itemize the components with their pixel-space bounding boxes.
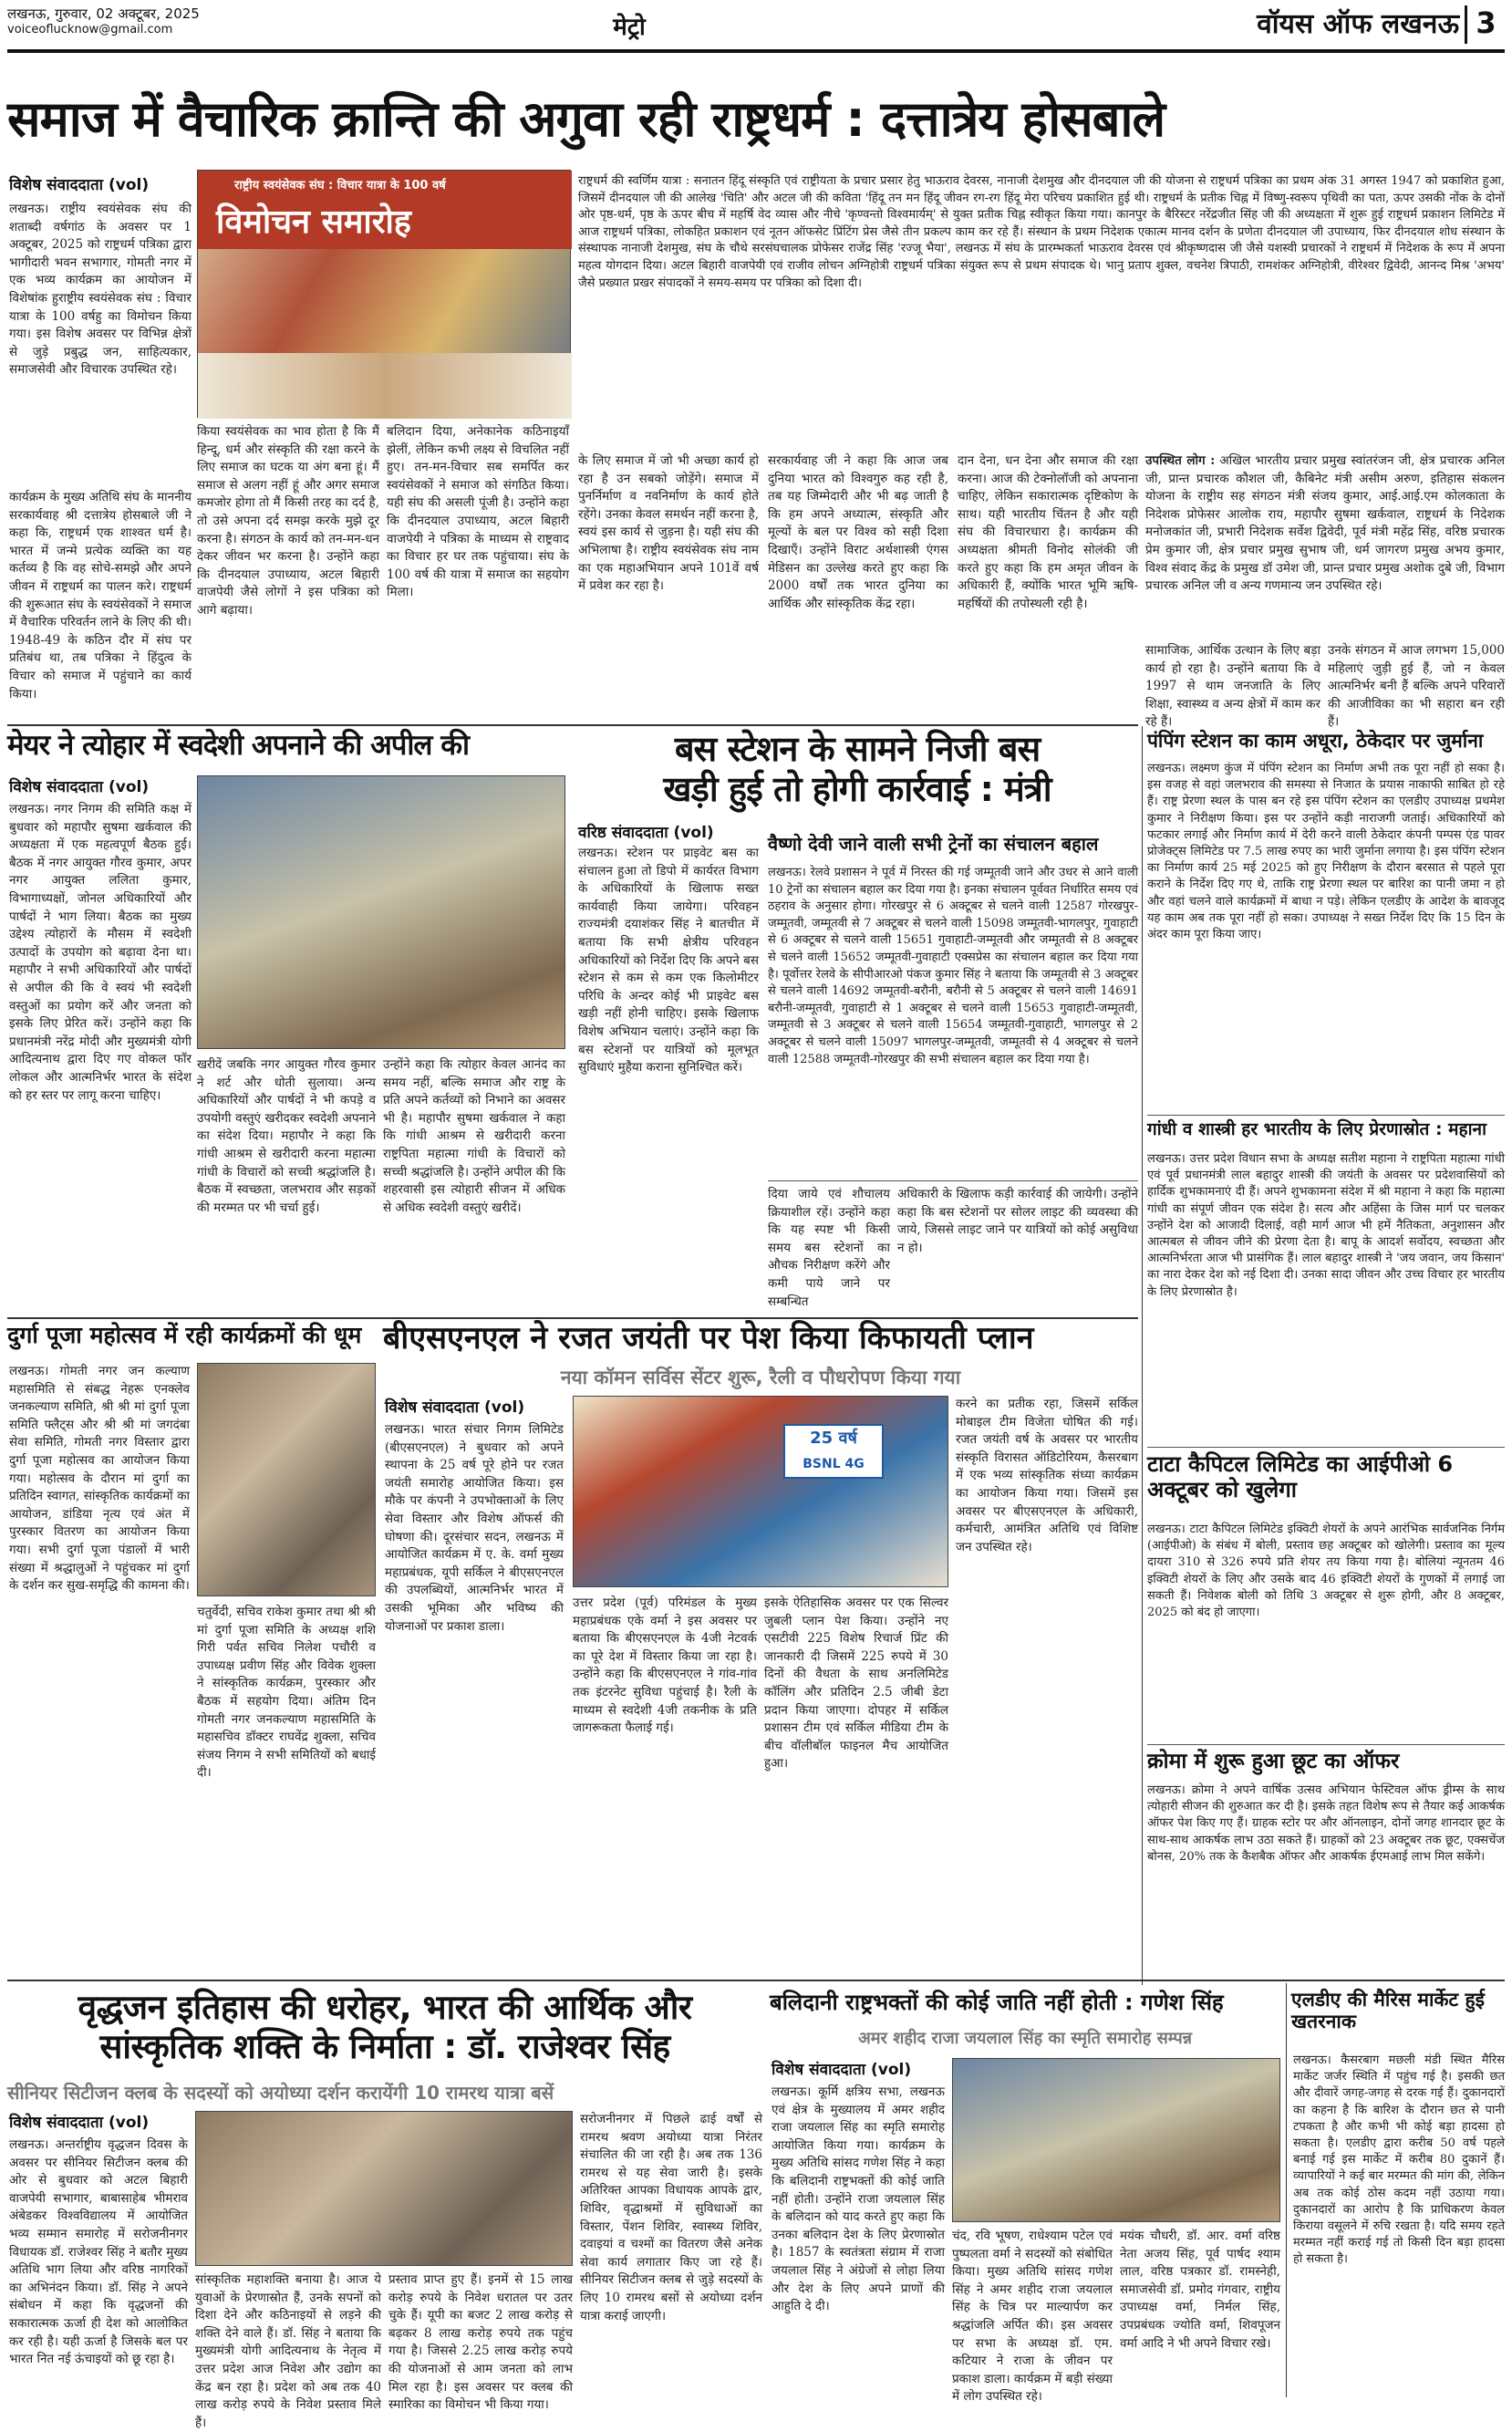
story3b-headline: वैष्णो देवी जाने वाली सभी ट्रेनों का संचालन बहाल [768,833,1099,855]
story2-col3: उन्होंने कहा कि त्योहार केवल आनंद का समय नहीं, बल्कि समाज और राष्ट्र के प्रति अपने कर्तव्यों को निभाने का अवसर भी है। महापौर सुषमा खर्कवाल ने कहा कि गांधी आश्रम से खरीदारी करना राष्ट्रपिता महात्मा गांधी के विचारों को सच्ची श्रद्धांजलि है। उन्होंने अपील की कि शहरवासी इस त्योहारी सीजन में अधिक से अधिक स्वदेशी वस्तुएं खरीदें। [383,1057,565,1215]
story6-headline: दुर्गा पूजा महोत्सव में रही कार्यक्रमों की धूम [7,1322,362,1348]
story7-col3: इसके ऐतिहासिक अवसर पर एक सिल्वर जुबली प्लान पेश किया। उन्होंने नए एसटीवी 225 विशेष रिचार्ज प्रिंट की जानकारी दी जिसमें 225 रुपये में 30 दिनों की वैधता के साथ अनलिमिटेड कॉलिंग और प्रतिदिन 2.5 जीबी डेटा प्रदान किया जाएगा। दोपहर में सर्किल प्रशासन टीम एवं सर्किल मीडिया टीम के बीच वॉलीबॉल फाइनल मैच आयोजित हुआ। [764,1595,948,1772]
story12-text: लखनऊ। कैसरबाग मछली मंडी स्थित मैरिस मार्केट जर्जर स्थिति में पहुंच गई है। इसकी छत और दीवारें जगह-जगह से दरक गई हैं। दुकानदारों का कहना है कि बारिश के दौरान छत से पानी टपकता है और कभी भी कोई बड़ा हादसा हो सकता है। एलडीए द्वारा करीब 50 वर्ष पहले बनाई गई इस मार्केट में करीब 80 दुकानें हैं। व्यापारियों ने कई बार मरम्मत की मांग की, लेकिन अब तक कोई ठोस कदम नहीं उठाया गया। दुकानदारों का आरोप है कि प्राधिकरण केवल किराया वसूलने में रुचि रखता है। यदि समय रहते मरम्मत नहीं कराई गई तो किसी दिन बड़ा हादसा हो सकता है। [1293,2053,1505,2267]
story11-subheadline: अमर शहीद राजा जयलाल सिंह का स्मृति समारोह सम्पन्न [857,2029,1193,2048]
story10-col1: लखनऊ। अन्तर्राष्ट्रीय वृद्धजन दिवस के अवसर पर सीनियर सिटीजन क्लब की ओर से बुधवार को अटल बिहारी वाजपेयी सभागार, बाबासाहेब भीमराव अंबेडकर विश्वविद्यालय में आयोजित भव्य सम्मान समारोह में सरोजनीनगर विधायक डॉ. राजेश्वर सिंह ने बतौर मुख्य अतिथि भाग लिया और वरिष्ठ नागरिकों का अभिनंदन किया। डॉ. सिंह ने अपने संबोधन में कहा कि वृद्धजनों की सकारात्मक ऊर्जा ही देश को आलोकित कर रही है। यही ऊर्जा है जिसके बल पर भारत नित नई ऊंचाइयों को छू रहा है। [9,2137,188,2367]
story3b-text: लखनऊ। रेलवे प्रशासन ने पूर्व में निरस्त की गई जम्मूतवी जाने और उधर से आने वाली 10 ट्रेनों का संचालन बहाल कर दिया गया है। इनका संचालन पूर्ववत निर्धारित समय एवं ठहराव के अनुसार होगा। गोरखपुर से 6 अक्टूबर से चलने वाली 12587 गोरखपुर-जम्मूतवी, जम्मूतवी से 7 अक्टूबर से चलने वाली 15098 जम्मूतवी-भागलपुर, गुवाहाटी से 6 अक्टूबर से चलने वाली 15651 गुवाहाटी-जम्मूतवी और जम्मूतवी से 8 अक्टूबर से चलने वाली 15652 जम्मूतवी-गुवाहाटी एक्सप्रेस का संचालन बहाल कर दिया गया है। पूर्वोत्तर रेलवे के सीपीआरओ पंकज कुमार सिंह ने बताया कि जम्मूतवी से 3 अक्टूबर से चलने वाली 14692 जम्मूतवी-बरौनी, बरौनी से 5 अक्टूबर से चलने वाली 14691 बरौनी-जम्मूतवी, गुवाहाटी से 1 अक्टूबर से चलने वाली 15653 गुवाहाटी-जम्मूतवी, जम्मूतवी से 3 अक्टूबर से चलने वाली 15654 जम्मूतवी-गुवाहाटी, भागलपुर से 2 अक्टूबर से चलने वाली 15097 भागलपुर-जम्मूतवी, जम्मूतवी से 4 अक्टूबर से चलने वाली 12588 जम्मूतवी-गोरखपुर की सभी संचालन बहाल कर दिया गया है। [768,866,1138,1066]
story11-col1: लखनऊ। कूर्मि क्षत्रिय सभा, लखनऊ एवं क्षेत्र के मुख्यालय में अमर शहीद राजा जयलाल सिंह का स्मृति समारोह आयोजित किया गया। कार्यक्रम के मुख्य अतिथि सांसद गणेश सिंह ने कहा कि बलिदानी राष्ट्रभक्तों की कोई जाति नहीं होती। उन्होंने राजा जयलाल सिंह के बलिदान को याद करते हुए कहा कि उनका बलिदान देश के लिए प्रेरणास्रोत है। 1857 के स्वतंत्रता संग्राम में राजा जयलाल सिंह ने अंग्रेजों से लोहा लिया और देश के लिए अपने प्राणों की आहुति दे दी। [772,2084,945,2314]
story7-photo-sign [783,1424,884,1479]
paper-name: वॉयस ऑफ लखनऊ [1257,8,1459,40]
lead-col5: सरकार्यवाह जी ने कहा कि आज जब दुनिया भारत को विश्वगुरु कह रही है, तब यह जिम्मेदारी और भी बढ़ जाती है कि हम अपने अध्यात्म, संस्कृति और मूल्यों के बल पर विश्व को सही दिशा दिखाएँ। उन्होंने विराट अर्थशास्त्री एंगस मेडिसन का उल्लेख करते हुए कहा कि 2000 वर्षों तक भारत दुनिया का आर्थिक और सांस्कृतिक केंद्र रहा। [768,453,948,611]
lead-photo-people [198,353,572,419]
story3-col3: अधिकारी के खिलाफ कड़ी कार्रवाई की जायेगी। उन्होंने कहा कि बस स्टेशनों पर सोलर लाइट की व्यवस्था की जाये, जिससे लाइट जाने पर यात्रियों को कोई असुविधा न हो। [897,1187,1138,1255]
lead-attendees-text: अखिल भारतीय प्रचार प्रमुख स्वांतरंजन जी, क्षेत्र प्रचारक अनिल जी, प्रान्त प्रचारक कौशल जी, कैबिनेट मंत्री असीम अरुण, इतिहास संकलन योजना के राष्ट्रीय सह संगठन मंत्री संजय कुमार, आई.आई.एम कोलकाता के निदेशक प्रोफेसर आलोक राय, महापौर सुषमा खर्कवाल, राष्ट्रधर्म के निदेशक मनोजकांत जी, प्रभारी निदेशक सर्वेश द्विवेदी, पूर्व मंत्री महेंद्र सिंह, वरिष्ठ प्रचारक प्रेम कुमार जी, क्षेत्र प्रचार प्रमुख सुभाष जी, धर्म जागरण प्रमुख अभय कुमार, विश्व संवाद केंद्र के प्रमुख डॉ उमेश जी, प्रान्त प्रचार प्रमुख अशोक दुबे जी, विभाग प्रचारक अनिल जी व अन्य गणमान्य जन उपस्थित रहे। [1145,453,1506,594]
story7-photo-sign-line1: 25 वर्ष [810,1429,857,1448]
story11-photo [952,2058,1280,2222]
lead-tail-c1: सामाजिक, आर्थिक उत्थान के लिए बड़ा कार्य हो रहा है। उन्होंने बताया कि वे 1997 से थाम जनजाति के लिए शिक्षा, स्वास्थ्य व अन्य क्षेत्रों में काम कर रहे हैं। [1145,643,1320,730]
story2-byline: विशेष संवाददाता (vol) [9,778,150,796]
story10-col4: सरोजनीनगर में पिछले ढाई वर्षों से रामरथ श्रवण अयोध्या यात्रा निरंतर संचालित की जा रही है। अब तक 136 रामरथ से यह सेवा जारी है। इसके अतिरिक्त आपका विधायक आपके द्वार, शिविर, वृद्धाश्रमों में सुविधाओं का विस्तार, पेंशन शिविर, स्वास्थ्य शिविर, दवाइयां व चश्मों का वितरण जैसे अनेक सेवा कार्य लगातार किए जा रहे हैं। सीनियर सिटीजन क्लब से जुड़े सदस्यों के लिए 10 रामरथ बसों से अयोध्या दर्शन यात्रा कराई जाएगी। [580,2112,762,2323]
story10-headline-line2: सांस्कृतिक शक्ति के निर्माता : डॉ. राजेश्वर सिंह [99,2026,670,2066]
story3b-rule [768,1180,1138,1181]
story7-photo-sign-line2: BSNL 4G [803,1457,865,1471]
story12-divider [1286,1983,1287,2397]
story10-headline [7,1989,762,2076]
story2-photo [197,775,565,1049]
lead-attendees [1145,452,1505,635]
story8-headline: टाटा कैपिटल लिमिटेड का आईपीओ 6 अक्टूबर को खुलेगा [1147,1451,1454,1502]
story11-col2: चंद, रवि भूषण, राधेश्याम पटेल एवं पुष्पलता वर्मा ने सदस्यों को संबोधित किया। मुख्य अतिथि सांसद गणेश सिंह ने अमर शहीद राजा जयलाल सिंह के चित्र पर माल्यार्पण कर श्रद्धांजलि अर्पित की। इस अवसर पर सभा के अध्यक्ष डॉ. एम. कटियार ने राजा के जीवन पर प्रकाश डाला। कार्यक्रम में बड़ी संख्या में लोग उपस्थित रहे। [952,2229,1113,2405]
story9-rule [1147,1744,1505,1745]
story7-headline: बीएसएनएल ने रजत जयंती पर पेश किया किफायती प्लान [383,1320,1034,1356]
lead-col2: किया स्वयंसेवक का भाव होता है कि मैं हिन्दू, धर्म और संस्कृति की रक्षा करने के लिए समाज का घटक या अंग बना हूं। मैं समाज से अलग नहीं हूं और अगर समाज कमजोर होगा तो मैं किसी तरह का दर्द है, तो उसे अपना दर्द समझ करके मुझे दूर करना है। संगठन के कार्य को तन-मन-धन देकर जीवन भर करना है। उन्होंने कहा कि दीनदयाल उपाध्याय, अटल बिहारी वाजपेयी जैसे लोगों ने इस पत्रिका को आगे बढ़ाया। [197,424,379,618]
story3-col1: लखनऊ। स्टेशन पर प्राइवेट बस का संचालन हुआ तो डिपो में कार्यरत विभाग के अधिकारियों के खिलाफ सख्त कार्यवाही किया जायेगा। परिवहन राज्यमंत्री दयाशंकर सिंह ने बातचीत में बताया कि सभी क्षेत्रीय परिवहन अधिकारियों को निर्देश दिए कि अपने बस स्टेशन से कम से कम एक किलोमीटर परिधि के अन्दर कोई भी प्राइवेट बस खड़ी नहीं होनी चाहिए। इसके खिलाफ विशेष अभियान चलाएं। उन्होंने कहा कि बस स्टेशनों पर यात्रियों को मूलभूत सुविधाएं मुहैया कराना सुनिश्चित करें। [578,846,759,1076]
story10-photo [195,2111,573,2266]
divider-mid [7,1317,1138,1319]
story7-byline: विशेष संवाददाता (vol) [385,1398,525,1417]
story5-headline: गांधी व शास्त्री हर भारतीय के लिए प्रेरणास्रोत : महाना [1147,1119,1487,1139]
lead-photo-banner-title: विमोचन समारोह [216,203,411,241]
story9-headline: क्रोमा में शुरू हुआ छूट का ऑफर [1147,1750,1400,1773]
masthead-date-text: लखनऊ, गुरुवार, 02 अक्टूबर, 2025 [7,5,200,22]
lead-photo-banner [198,171,572,249]
story2-col1: लखनऊ। नगर निगम की समिति कक्ष में बुधवार को महापौर सुषमा खर्कवाल की अध्यक्षता में एक महत्वपूर्ण बैठक हुई। बैठक में नगर आयुक्त गौरव कुमार, अपर नगर आयुक्त ललिता कुमार, विभागाध्यक्षों, जोनल अधिकारियों और पार्षदों ने भाग लिया। बैठक का मुख्य उद्देश्य त्योहारों के मौसम में स्वदेशी उत्पादों के उपयोग को बढ़ावा देना था। महापौर ने सभी अधिकारियों और पार्षदों से अपील की कि वे स्वयं भी स्वदेशी वस्तुओं का प्रयोग करें और जनता को इसके लिए प्रेरित करें। उन्होंने कहा कि प्रधानमंत्री नरेंद्र मोदी और मुख्यमंत्री योगी आदित्यनाथ द्वारा दिए गए वोकल फॉर लोकल और आत्मनिर्भर भारत के संदेश को हर स्तर पर लागू करना चाहिए। [9,802,192,1103]
story7-col4: करने का प्रतीक रहा, जिसमें सर्किल मोबाइल टीम विजेता घोषित की गई। रजत जयंती वर्ष के अवसर पर भारतीय संस्कृति विरासत ऑडिटोरियम, कैसरबाग में एक भव्य सांस्कृतिक संध्या कार्यक्रम का आयोजन किया गया। जिसमें इस अवसर पर बीएसएनएल के अधिकारी, कर्मचारी, आमंत्रित अतिथि एवं विशिष्ट जन उपस्थित रहे। [956,1397,1138,1554]
story7-col2: उत्तर प्रदेश (पूर्व) परिमंडल के मुख्य महाप्रबंधक एके वर्मा ने इस अवसर पर बताया कि बीएसएनएल के 4जी नेटवर्क का पूरे देश में विस्तार किया जा रहा है। उन्होंने कहा कि बीएसएनएल ने गांव-गांव तक इंटरनेट सुविधा पहुंचाई है। रैली के माध्यम से स्वदेशी 4जी तकनीक के प्रति जागरूकता फैलाई गई। [573,1595,757,1736]
lead-intro: लखनऊ। राष्ट्रीय स्वयंसेवक संघ की शताब्दी वर्षगांठ के अवसर पर 1 अक्टूबर, 2025 को राष्ट्रधर्म पत्रिका द्वारा भागीदारी भवन सभागार, गोमती नगर में एक भव्य कार्यक्रम का आयोजन में विशेषांक हुराष्ट्रीय स्वयंसेवक संघ : विचार यात्रा के 100 वर्षहु का विमोचन किया गया। इस विशेष अवसर पर विभिन्न क्षेत्रों से जुड़े प्रबुद्ध जन, साहित्यकार, समाजसेवी और विचारक उपस्थित रहे। [9,202,192,378]
lead-headline: समाज में वैचारिक क्रान्ति की अगुवा रही राष्ट्रधर्म : दत्तात्रेय होसबाले [7,90,1165,148]
story7-col1: लखनऊ। भारत संचार निगम लिमिटेड (बीएसएनएल) ने बुधवार को अपने स्थापना के 25 वर्ष पूरे होने पर रजत जयंती समारोह आयोजित किया। इस मौके पर कंपनी ने उपभोक्ताओं के लिए सेवा विस्तार और विशेष ऑफर्स की घोषणा की। दूरसंचार सदन, लखनऊ में आयोजित कार्यक्रम में ए. के. वर्मा मुख्य महाप्रबंधक, यूपी सर्किल ने बीएसएनएल की उपलब्धियों, आत्मनिर्भर भारत में उसकी भूमिका और भविष्य की योजनाओं पर प्रकाश डाला। [385,1422,564,1634]
right-column-divider [1142,726,1143,1985]
story10-subheadline: सीनियर सिटीजन क्लब के सदस्यों को अयोध्या दर्शन करायेंगी 10 रामरथ यात्रा बसें [7,2082,554,2104]
divider-lower [7,1980,1505,1981]
section-label: मेट्रो [613,14,646,41]
lead-photo [197,170,571,418]
page-number: 3 [1465,5,1505,44]
story5-text: लखनऊ। उत्तर प्रदेश विधान सभा के अध्यक्ष सतीश महाना ने राष्ट्रपिता महात्मा गांधी एवं पूर्व प्रधानमंत्री लाल बहादुर शास्त्री की जयंती के अवसर पर प्रदेशवासियों को हार्दिक शुभकामनाएं दी हैं। अपने शुभकामना संदेश में श्री महाना ने कहा कि महात्मा गांधी का संपूर्ण जीवन एक संदेश है। सत्य और अहिंसा के जिस मार्ग पर चलकर उन्होंने देश को आजादी दिलाई, वही मार्ग आज भी हमें नैतिकता, अनुशासन और आत्मबल से जीवन जीने की प्रेरणा देता है। बापू के आदर्श सर्वोदय, स्वच्छता और आत्मनिर्भरता आज भी प्रासंगिक हैं। लाल बहादुर शास्त्री ने 'जय जवान, जय किसान' का नारा देकर देश को नई दिशा दी। उनका सादा जीवन और उच्च विचार हर भारतीय के लिए प्रेरणास्रोत है। [1147,1152,1505,1299]
masthead-rule [7,49,1505,53]
divider-lead [7,724,1138,726]
story8-rule [1147,1447,1505,1448]
story6-photo [197,1363,376,1596]
story11-headline: बलिदानी राष्ट्रभक्तों की कोई जाति नहीं होती : गणेश सिंह [770,1990,1224,2015]
story8-text: लखनऊ। टाटा कैपिटल लिमिटेड इक्विटी शेयरों के अपने आरंभिक सार्वजनिक निर्गम (आईपीओ) के संबंध में बोली, प्रस्ताव छह अक्टूबर को खोलेगी। प्रस्ताव का मूल्य दायरा 310 से 326 रुपये प्रति शेयर तय किया गया है। बोलियां न्यूनतम 46 इक्विटी शेयरों के लिए और उसके बाद 46 इक्विटी शेयरों के गुणकों में लगाई जा सकती हैं। निवेशक बोली को तिथि 3 अक्टूबर से शुरू होगी, और 8 अक्टूबर, 2025 को बंद हो जाएगा। [1147,1523,1505,1620]
story3-byline: वरिष्ठ संवाददाता (vol) [578,824,714,842]
story7-subheadline: नया कॉमन सर्विस सेंटर शुरू, रैली व पौधरोपण किया गया [560,1367,961,1388]
story12-headline: एलडीए की मैरिस मार्केट हुई खतरनाक [1291,1989,1485,2033]
story6-col2: चतुर्वेदी, सचिव राकेश कुमार तथा श्री श्री मां दुर्गा पूजा समिति के अध्यक्ष शशि गिरी पर्वत सचिव निलेश पचौरी व उपाध्यक्ष प्रवीण सिंह और विवेक शुक्ला ने सांस्कृतिक कार्यक्रम, पुरस्कार और बैठक में सहयोग दिया। अंतिम दिन गोमती नगर जनकल्याण महासमिति के महासचिव डॉक्टर राघवेंद्र शुक्ला, सचिव संजय निगम ने सभी समितियों को बधाई दी। [197,1605,376,1781]
story6-text: लखनऊ। गोमती नगर जन कल्याण महासमिति से संबद्ध नेहरू एनक्लेव जनकल्याण समिति, श्री श्री मां दुर्गा पूजा समिति फ्लैट्स और श्री श्री मां जगदंबा सेवा समिति, गोमती नगर विस्तार द्वारा दुर्गा पूजा महोत्सव का आयोजन किया गया। महोत्सव के दौरान मां दुर्गा का प्रतिदिन स्वागत, सांस्कृतिक कार्यक्रमों का आयोजन, डांडिया नृत्य एवं अंत में पुरस्कार वितरण का आयोजन किया गया। सभी दुर्गा पूजा पंडालों में भारी संख्या में श्रद्धालुओं ने पहुंचकर मां दुर्गा के दर्शन कर सुख-समृद्धि की कामना की। [9,1364,190,1594]
lead-col4: के लिए समाज में जो भी अच्छा कार्य हो रहा है उन सबको जोड़ेंगे। समाज में पुनर्निर्माण व नवनिर्माण के कार्य होते रहेंगे। उनका केवल समर्थन नहीं करना है, स्वयं इस कार्य से जुड़ना है। यही संघ की अभिलाषा है। राष्ट्रीय स्वयंसेवक संघ नाम का एक महाअभियान अपने 101वें वर्ष में प्रवेश कर रहा है। [578,453,759,594]
lead-tail-c2: उनके संगठन में आज लगभग 15,000 महिलाएं जुड़ी हुई हैं, जो न केवल आत्मनिर्भर बनी हैं बल्कि अपने परिवारों की आजीविका का भी सहारा बन रही हैं। [1328,643,1505,730]
masthead-email: voiceoflucknow@gmail.com [7,23,173,36]
story10-headline-line1: वृद्धजन इतिहास की धरोहर, भारत की आर्थिक और [78,1988,692,2027]
story4-headline: पंपिंग स्टेशन का काम अधूरा, ठेकेदार पर जुर्माना [1147,730,1484,752]
story3-headline-line2: खड़ी हुई तो होगी कार्रवाई : मंत्री [663,768,1051,809]
story10-col2: सांस्कृतिक महाशक्ति बनाया है। आज ये युवाओं के प्रेरणास्रोत हैं, उनके सपनों को दिशा देने और कठिनाइयों से लड़ने की शक्ति देने वाले हैं। डॉ. सिंह ने बताया कि मुख्यमंत्री योगी आदित्यनाथ के नेतृत्व में उत्तर प्रदेश आज निवेश और उद्योग का केंद्र बन रहा है। प्रदेश को अब तक 40 लाख करोड़ रुपये के निवेश प्रस्ताव मिले हैं। [195,2272,381,2430]
lead-photo-banner-line1: राष्ट्रीय स्वयंसेवक संघ : विचार यात्रा के 100 वर्ष [234,179,446,192]
story11-col3: मयंक चौधरी, डॉ. आर. वर्मा वरिष्ठ नेता अजय सिंह, पूर्व पार्षद श्याम लाल, वरिष्ठ पत्रकार डॉ. रामस्नेही, समाजसेवी डॉ. प्रमोद गंगवार, राष्ट्रीय उपाध्यक्ष वर्मा, निर्मल सिंह, उपप्रबंधक ज्योति वर्मा, शिवपूजन वर्मा आदि ने भी अपने विचार रखे। [1120,2229,1280,2351]
story5-rule [1147,1115,1505,1116]
lead-byline: विशेष संवाददाता (vol) [9,176,150,194]
story10-byline: विशेष संवाददाता (vol) [9,2114,150,2132]
story3-headline-line1: बस स्टेशन के सामने निजी बस [674,729,1041,769]
masthead-date [7,5,308,46]
story3-headline [575,730,1140,817]
story2-headline: मेयर ने त्योहार में स्वदेशी अपनाने की अपील की [7,729,470,762]
lead-right-text: राष्ट्रधर्म की स्वर्णिम यात्रा : सनातन हिंदू संस्कृति एवं राष्ट्रीयता के प्रचार प्रसार हेतु भाऊराव देवरस, नानाजी देशमुख और दीनदयाल जी की योजना से राष्ट्रधर्म पत्रिका का प्रथम अंक 31 अगस्त 1947 को प्रकाशित हुआ, जिसमें दीनदयाल जी की आलेख 'चिति' और अटल जी की कविता 'हिंदू तन मन हिंदू जीवन रग-रग हिंदू मेरा परिचय प्रकाशित हुई थी। राष्ट्रधर्म के प्रतीक चिह्न में विष्णु-स्वरूप पृथिवी का पता, ऊपर उसकी नोंक के दोनों ओर पृष्ठ-धर्म, पृष्ठ के ऊपर बीच में महर्षि वेद व्यास और नीचे 'कृण्वन्तो विश्वमार्यम्' से युक्त प्रतीक चिह्न स्वीकृत किया गया। कानपुर के बैरिस्टर नरेंद्रजीत सिंह जी की अध्यक्षता में शुरू हुई राष्ट्रधर्म प्रकाशन लिमिटेड में आज राष्ट्रधर्म पत्रिका, लोकहित प्रकाशन एवं नूतन ऑफसेट प्रिंटिंग प्रेस जैसे तीन प्रकल्प काम कर रहे हैं। संस्थान के प्रथम निदेशक एकात्म मानव दर्शन के प्रणेता दीनदयाल जी उपाध्याय, फिर दीनदयाल शोध संस्थान के संस्थापक नानाजी देशमुख, संघ के चौथे सरसंघचालक प्रोफेसर राजेंद्र सिंह 'रज्जू भैया', लखनऊ में संघ के प्रारम्भकर्ता भाऊराव देवरस एवं श्रीकृष्णदास जी जैसे यशस्वी प्रचारकों ने राष्ट्रधर्म में निदेशक के रूप में अपना महत्व योगदान दिया। अटल बिहारी वाजपेयी एवं राजीव लोचन अग्निहोत्री राष्ट्रधर्म पत्रिका संयुक्त रूप से प्रथम संपादक थे। भानु प्रताप शुक्ल, वचनेश त्रिपाठी, रामशंकर अग्निहोत्री, वीरेश्वर द्विवेदी, आनन्द मिश्र 'अभय' जैसे प्रख्यात प्रखर संपादकों ने समय-समय पर पत्रिका को दिशा दी। [578,174,1506,290]
lead-col3: बलिदान दिया, अनेकानेक कठिनाइयाँ झेलीं, लेकिन कभी लक्ष्य से विचलित नहीं हुए। तन-मन-विचार सब समर्पित कर स्वयंसेवकों ने समाज को संगठित किया। यही संघ की असली पूंजी है। उन्होंने कहा कि दीनदयाल उपाध्याय, अटल बिहारी वाजपेयी ने पत्रिका के माध्यम से राष्ट्रवाद का विचार हर घर तक पहुंचाया। संघ के 100 वर्ष की यात्रा में समाज का सहयोग मिला। [387,424,569,600]
story3-col2: दिया जाये एवं शौचालय क्रियाशील रहें। उन्होंने कहा कि यह स्पष्ट भी किसी समय बस स्टेशनों का औचक निरीक्षण करेंगे और कमी पाये जाने पर सम्बन्धित [768,1187,890,1309]
story11-byline: विशेष संवाददाता (vol) [772,2061,912,2079]
lead-attendees-label: उपस्थित लोग : [1145,453,1216,468]
story10-col3: प्रस्ताव प्राप्त हुए हैं। इनमें से 15 लाख करोड़ रुपये के निवेश धरातल पर उतर चुके हैं। यूपी का बजट 2 लाख करोड़ से बढ़कर 8 लाख करोड़ रुपये तक पहुंच गया है। जिससे 2.25 लाख करोड़ रुपये की योजनाओं से आम जनता को लाभ मिल रहा है। इस अवसर पर क्लब की स्मारिका का विमोचन भी किया गया। [388,2272,573,2413]
story7-photo [573,1396,948,1587]
story4-text: लखनऊ। लक्ष्मण कुंज में पंपिंग स्टेशन का निर्माण अभी तक पूरा नहीं हो सका है। इस वजह से वहां जलभराव की समस्या से निजात के प्रयास नाकाफी साबित हो रहे हैं। राष्ट्र प्रेरणा स्थल के पास बन रहे इस पंपिंग स्टेशन का एलडीए उपाध्यक्ष प्रथमेश कुमार ने निरीक्षण किया। इस पर उन्होंने कड़ी नाराजगी जताई। अधिकारियों को फटकार लगाई और निर्माण कार्य में देरी करने वाली ठेकेदार कंपनी पम्पस एंड पावर प्रोजेक्ट्स लिमिटेड पर 7.5 लाख रुपए का भारी जुर्माना लगाया है। इस पंपिंग स्टेशन का निर्माण कार्य 25 मई 2025 को हुए निरीक्षण के दौरान बरसात से पहले पूरा कराने के निर्देश दिए गए थे, ताकि राष्ट्र प्रेरणा स्थल पर बारिश का पानी जमा न हो और वहां चलने वाले कार्यक्रमों में बाधा न पड़े। लेकिन एलडीए के आदेश के बावजूद यह काम अब तक पूरा नहीं हो सका। उपाध्यक्ष ने सख्त निर्देश दिए कि 15 दिन के अंदर काम पूरा किया जाए। [1147,762,1505,942]
lead-col1b: कार्यक्रम के मुख्य अतिथि संघ के माननीय सरकार्यवाह श्री दत्तात्रेय होसबाले जी ने कहा कि, राष्ट्रधर्म एक शाश्वत धर्म है। भारत में जन्मे प्रत्येक व्यक्ति का यह कर्तव्य है कि वह सोचे-समझे और अपने जीवन में राष्ट्रधर्म का पालन करे। राष्ट्रधर्म की शुरूआत संघ के स्वयंसेवकों ने समाज में वैचारिक परिवर्तन लाने के लिए की थी। 1948-49 के कठिन दौर में संघ पर प्रतिबंध था, तब पत्रिका ने हिंदुत्व के विचार को समाज में पहुंचाने का कार्य किया। [9,490,192,702]
story2-col2: खरीदें जबकि नगर आयुक्त गौरव कुमार ने शर्ट और धोती सुलाया। अन्य अधिकारियों और पार्षदों ने भी कपड़े व उपयोगी वस्तुएं खरीदकर स्वदेशी अपनाने का संदेश दिया। महापौर ने कहा कि गांधी आश्रम से खरीदारी करना महात्मा गांधी के विचारों को सच्ची श्रद्धांजलि है। बैठक में स्वच्छता, जलभराव और सड़कों की मरम्मत पर भी चर्चा हुई। [197,1057,376,1215]
story9-text: लखनऊ। क्रोमा ने अपने वार्षिक उत्सव अभियान फेस्टिवल ऑफ ड्रीम्स के साथ त्योहारी सीजन की शुरुआत कर दी है। इसके तहत विशेष रूप से तैयार कई आकर्षक ऑफर पेश किए गए हैं। ग्राहक स्टोर पर और ऑनलाइन, दोनों जगह शानदार छूट के साथ-साथ आकर्षक लाभ उठा सकते हैं। ग्राहकों को 23 अक्टूबर तक छूट, एक्सचेंज बोनस, 20% तक के कैशबैक ऑफर और आकर्षक ईएमआई लाभ मिल सकेंगे। [1147,1783,1505,1864]
lead-col6: दान देना, धन देना और समाज की रक्षा करना। आज की टेक्नोलॉजी को अपनाना चाहिए, लेकिन सकारात्मक दृष्टिकोण के साथ। यही भारतीय चिंतन है और यही संघ की विचारधारा है। कार्यक्रम की अध्यक्षता श्रीमती विनोद सोलंकी जी करते हुए कहा कि हम अमृत जीवन के अधिकारी हैं, क्योंकि भारत भूमि ऋषि-महर्षियों की तपोस्थली रही है। [958,453,1138,611]
